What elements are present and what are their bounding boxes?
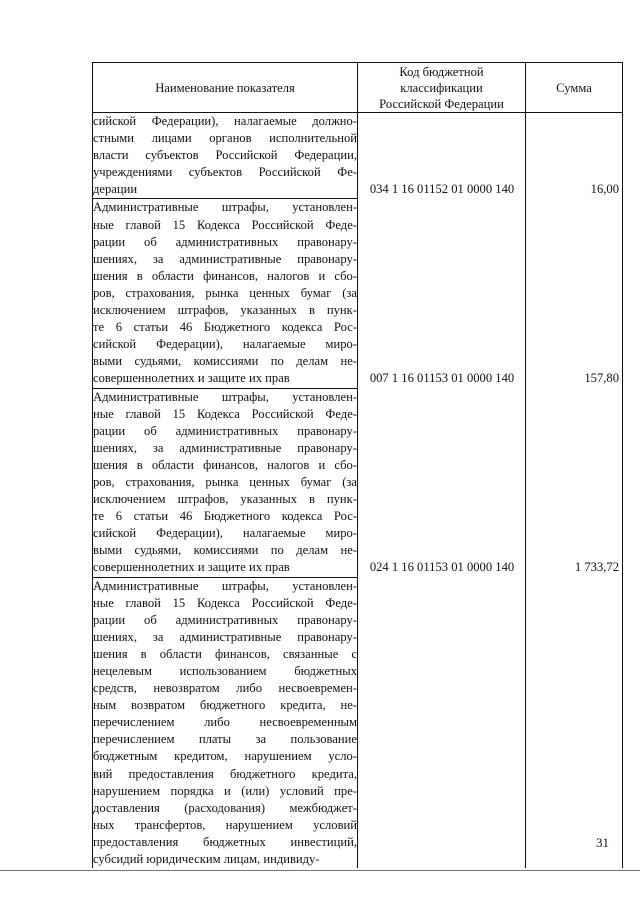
sum-value: 1 733,72	[574, 560, 619, 574]
indicator-name-line: выми судьями, комиссиями по делам не-	[93, 543, 357, 558]
indicator-name-line: бюджетным кредитом, нарушением усло-	[93, 749, 357, 764]
indicator-name-line: ные главой 15 Кодекса Российской Феде-	[93, 217, 357, 232]
indicator-name-line: рации об административных правонару-	[93, 234, 357, 249]
indicator-name-line: сийской Федерации), налагаемые должно-	[93, 114, 357, 128]
indicator-name-line: нарушением порядка и (или) условий пре-	[93, 783, 357, 798]
sum-cell	[526, 388, 623, 577]
indicator-name-line: рации об административных правонару-	[93, 612, 357, 627]
scan-edge-line	[0, 870, 640, 871]
header-budget-code-line: Код бюджетной	[399, 64, 484, 79]
indicator-name-cell	[93, 199, 358, 388]
table-row	[93, 577, 623, 868]
budget-code-cell	[358, 113, 526, 199]
indicator-name-line: ным возвратом бюджетного кредита, не-	[93, 698, 357, 713]
indicator-name-line: перечислением платы за пользование	[93, 732, 357, 747]
indicator-name-cell	[93, 577, 358, 868]
indicator-name-line: шениях, за административные правонару-	[93, 629, 357, 644]
indicator-name-line: дерации	[93, 182, 138, 197]
indicator-name-line: шения в области финансов, налогов и сбо-	[93, 268, 357, 283]
indicator-name-line: исключением штрафов, указанных в пунк-	[93, 492, 357, 507]
indicator-name-line: ные главой 15 Кодекса Российской Феде-	[93, 595, 357, 610]
budget-revenue-table	[92, 62, 623, 868]
sum-cell	[526, 199, 623, 388]
indicator-name-line: исключением штрафов, указанных в пунк-	[93, 303, 357, 318]
indicator-name-line: шениях, за административные правонару-	[93, 440, 357, 455]
indicator-name-line: совершеннолетних и защите их прав	[93, 371, 290, 386]
indicator-name-line: вий предоставления бюджетного кредита,	[93, 766, 357, 781]
indicator-name-line: власти субъектов Российской Федерации,	[93, 148, 357, 163]
indicator-name-line: сийской Федерации), налагаемые миро-	[93, 337, 357, 352]
sum-value: 157,80	[584, 370, 619, 385]
sum-value: 16,00	[590, 182, 619, 197]
indicator-name-line: ров, страхования, рынка ценных бумаг (за	[93, 285, 357, 300]
indicator-name-line: Административные штрафы, установлен-	[93, 389, 357, 404]
indicator-name-line: предоставления бюджетных инвестиций,	[93, 834, 357, 849]
indicator-name-line: учреждениями субъектов Российской Фе-	[93, 165, 357, 180]
budget-code-cell	[358, 577, 526, 868]
indicator-name-line: выми судьями, комиссиями по делам не-	[93, 354, 357, 369]
indicator-name-line: шения в области финансов, связанные с	[93, 646, 357, 661]
indicator-name-line: те 6 статьи 46 Бюджетного кодекса Рос-	[93, 320, 357, 335]
indicator-name-line: ров, страхования, рынка ценных бумаг (за	[93, 474, 357, 489]
budget-code-cell	[358, 199, 526, 388]
indicator-name-line: перечислением либо несвоевременным	[93, 715, 357, 730]
table-row	[93, 388, 623, 577]
indicator-name-line: средств, невозвратом либо несвоевремен-	[93, 681, 357, 696]
header-budget-code	[358, 63, 526, 113]
table-header-row	[93, 63, 623, 113]
sum-cell	[526, 113, 623, 199]
table-row	[93, 199, 623, 388]
page-number: 31	[596, 835, 609, 850]
indicator-name-line: Административные штрафы, установлен-	[93, 578, 357, 593]
indicator-name-line: субсидий юридическим лицам, индивиду-	[93, 852, 320, 867]
indicator-name-line: рации об административных правонару-	[93, 423, 357, 438]
indicator-name-line: совершеннолетних и защите их прав	[93, 560, 290, 575]
table-row	[93, 113, 623, 199]
budget-code-value: 024 1 16 01153 01 0000 140	[369, 560, 515, 574]
indicator-name-line: ные главой 15 Кодекса Российской Феде-	[93, 406, 357, 421]
indicator-name-line: сийской Федерации), налагаемые миро-	[93, 526, 357, 541]
indicator-name-line: доставления (расходования) межбюджет-	[93, 800, 357, 815]
indicator-name-cell	[93, 113, 358, 199]
header-sum: Сумма	[526, 63, 623, 113]
indicator-name-line: те 6 статьи 46 Бюджетного кодекса Рос-	[93, 509, 357, 524]
header-budget-code-line: Российской Федерации	[379, 96, 504, 111]
indicator-name-line: Административные штрафы, установлен-	[93, 200, 357, 215]
sum-cell	[526, 577, 623, 868]
budget-code-value: 034 1 16 01152 01 0000 140	[369, 182, 515, 197]
indicator-name-cell	[93, 388, 358, 577]
indicator-name-line: ных трансфертов, нарушением условий	[93, 817, 357, 832]
header-indicator-name: Наименование показателя	[93, 63, 358, 113]
header-budget-code-line: классификации	[400, 80, 483, 95]
indicator-name-line: нецелевым использованием бюджетных	[93, 664, 357, 678]
budget-code-value: 007 1 16 01153 01 0000 140	[369, 370, 515, 385]
indicator-name-line: стными лицами органов исполнительной	[93, 131, 357, 146]
indicator-name-line: шения в области финансов, налогов и сбо-	[93, 457, 357, 472]
indicator-name-line: шениях, за административные правонару-	[93, 251, 357, 266]
budget-code-cell	[358, 388, 526, 577]
